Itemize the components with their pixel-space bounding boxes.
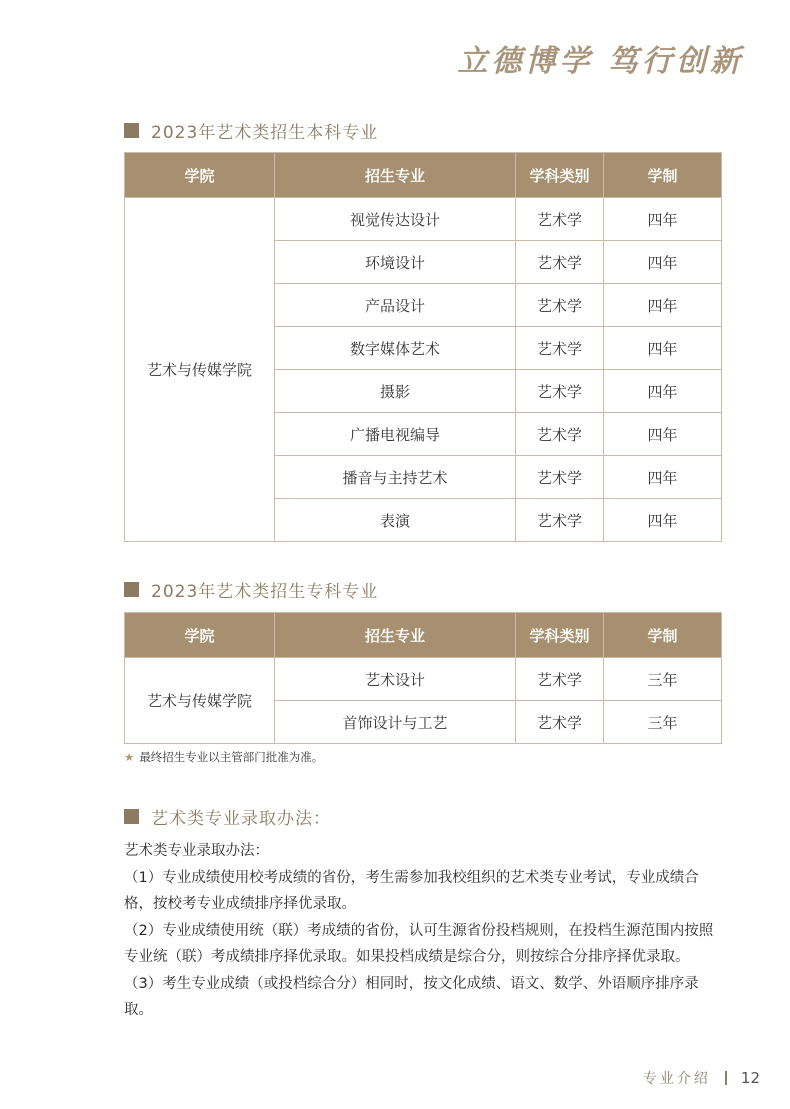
duration-cell: 四年 [604, 241, 722, 284]
square-bullet-icon [124, 123, 139, 138]
footer-divider [725, 1071, 727, 1085]
duration-cell: 四年 [604, 499, 722, 542]
section-title-text: 艺术类专业录取办法： [151, 809, 331, 829]
square-bullet-icon [124, 809, 139, 824]
major-cell: 首饰设计与工艺 [275, 701, 516, 744]
major-cell: 表演 [275, 499, 516, 542]
junior-college-table [124, 612, 722, 744]
header-major: 招生专业 [275, 613, 516, 658]
header-duration: 学制 [604, 613, 722, 658]
table-row [125, 658, 722, 701]
footnote-text: 最终招生专业以主管部门批准为准。 [139, 750, 324, 764]
major-cell: 视觉传达设计 [275, 198, 516, 241]
major-cell: 环境设计 [275, 241, 516, 284]
college-cell: 艺术与传媒学院 [125, 658, 275, 744]
duration-cell: 四年 [604, 327, 722, 370]
duration-cell: 四年 [604, 284, 722, 327]
table-header-row [125, 613, 722, 658]
category-cell: 艺术学 [516, 327, 604, 370]
school-motto: 立德博学 笃行创新 [457, 44, 744, 79]
header-college: 学院 [125, 153, 275, 198]
duration-cell: 三年 [604, 658, 722, 701]
section-title-text: 2023年艺术类招生本科专业 [151, 123, 379, 143]
section-title-admission-rules [124, 804, 331, 829]
header-category: 学科类别 [516, 153, 604, 198]
duration-cell: 四年 [604, 456, 722, 499]
major-cell: 产品设计 [275, 284, 516, 327]
major-cell: 广播电视编导 [275, 413, 516, 456]
admission-rules-body [124, 838, 724, 1024]
category-cell: 艺术学 [516, 701, 604, 744]
table-header-row [125, 153, 722, 198]
duration-cell: 四年 [604, 413, 722, 456]
major-cell: 播音与主持艺术 [275, 456, 516, 499]
duration-cell: 三年 [604, 701, 722, 744]
header-category: 学科类别 [516, 613, 604, 658]
section-title-text: 2023年艺术类招生专科专业 [151, 582, 379, 602]
section-title-undergraduate [124, 118, 378, 143]
category-cell: 艺术学 [516, 241, 604, 284]
category-cell: 艺术学 [516, 284, 604, 327]
rule-item: （3）考生专业成绩（或投档综合分）相同时，按文化成绩、语文、数学、外语顺序排序录取。 [124, 975, 699, 1018]
category-cell: 艺术学 [516, 658, 604, 701]
page-number: 12 [740, 1069, 760, 1087]
major-cell: 摄影 [275, 370, 516, 413]
header-major: 招生专业 [275, 153, 516, 198]
category-cell: 艺术学 [516, 198, 604, 241]
rules-intro: 艺术类专业录取办法： [124, 843, 269, 859]
rule-item: （2）专业成绩使用统（联）考成绩的省份，认可生源省份投档规则，在投档生源范围内按照专业统（联）考成绩排序择优录取。如果投档成绩是综合分，则按综合分排序择优录取。 [124, 922, 714, 965]
duration-cell: 四年 [604, 370, 722, 413]
undergraduate-table [124, 152, 722, 542]
category-cell: 艺术学 [516, 456, 604, 499]
square-bullet-icon [124, 582, 139, 597]
major-cell: 艺术设计 [275, 658, 516, 701]
table-row [125, 198, 722, 241]
category-cell: 艺术学 [516, 499, 604, 542]
page-footer [643, 1068, 760, 1088]
footnote [124, 749, 323, 765]
college-cell: 艺术与传媒学院 [125, 198, 275, 542]
star-icon: ★ [124, 750, 135, 764]
duration-cell: 四年 [604, 198, 722, 241]
header-college: 学院 [125, 613, 275, 658]
rule-item: （1）专业成绩使用校考成绩的省份，考生需参加我校组织的艺术类专业考试，专业成绩合格，按校考专业成绩排序择优录取。 [124, 869, 699, 912]
section-title-junior-college [124, 577, 378, 602]
category-cell: 艺术学 [516, 413, 604, 456]
major-cell: 数字媒体艺术 [275, 327, 516, 370]
category-cell: 艺术学 [516, 370, 604, 413]
footer-label: 专业介绍 [642, 1071, 711, 1087]
header-duration: 学制 [604, 153, 722, 198]
